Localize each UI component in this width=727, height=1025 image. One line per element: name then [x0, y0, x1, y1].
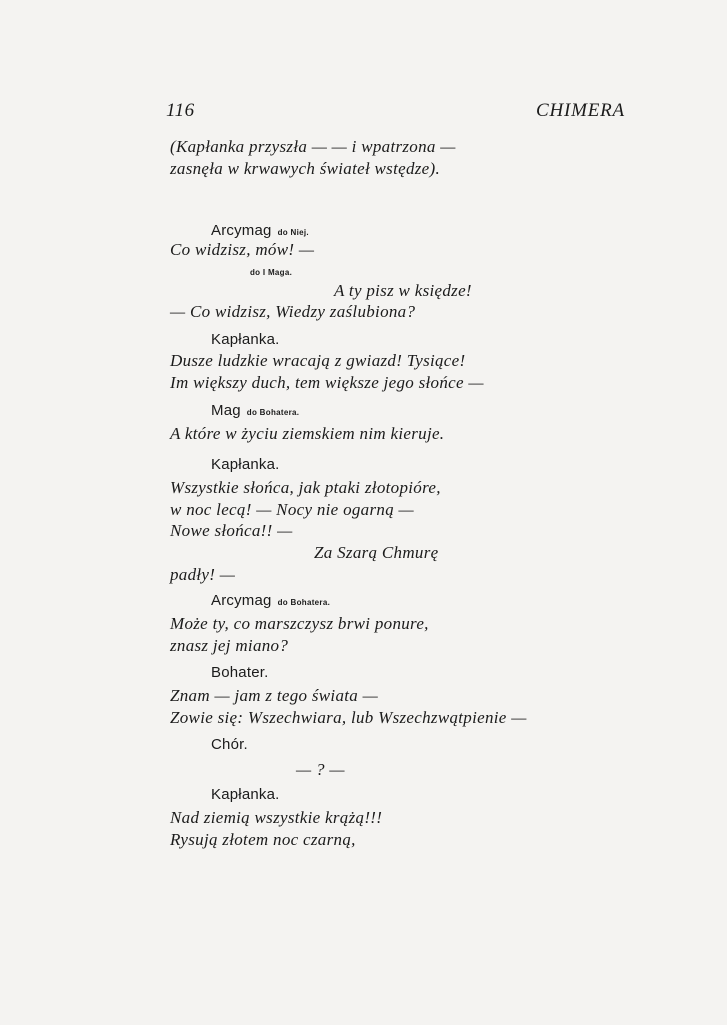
speaker-direction: do Bohatera. — [246, 408, 300, 417]
verse-line: Nad ziemią wszystkie krążą!!! — [170, 808, 383, 827]
verse-line: znasz jej miano? — [170, 636, 289, 655]
speaker-chor: Chór. — [211, 736, 248, 753]
stage-direction-line-1: (Kapłanka przyszła — — i wpatrzona — — [170, 137, 456, 156]
stage-direction-line-2: zasnęła w krwawych świateł wstędze). — [170, 159, 441, 178]
speaker-direction: do Bohatera. — [277, 598, 331, 607]
speaker-name: Mag — [211, 402, 241, 419]
speaker-arcymag-1 — [211, 222, 309, 239]
verse-line: Wszystkie słońca, jak ptaki złotopióre, — [170, 478, 441, 497]
verse-line: A które w życiu ziemskiem nim kieruje. — [170, 424, 445, 443]
verse-line: Rysują złotem noc czarną, — [170, 830, 356, 849]
running-title: CHIMERA — [536, 100, 625, 121]
verse-line: Dusze ludzkie wracają z gwiazd! Tysiące! — [170, 351, 466, 370]
verse-line: Zowie się: Wszechwiara, lub Wszechzwątpienie — — [170, 708, 527, 727]
speaker-arcymag-2 — [211, 592, 330, 609]
speaker-kaplanka-2: Kapłanka. — [211, 456, 280, 473]
verse-line: Znam — jam z tego świata — — [170, 686, 379, 705]
speaker-direction: do Niej. — [277, 228, 309, 237]
verse-line: Może ty, co marszczysz brwi ponure, — [170, 614, 429, 633]
verse-line: — Co widzisz, Wiedzy zaślubiona? — [170, 302, 416, 321]
verse-line: Im większy duch, tem większe jego słońce — — [170, 373, 484, 392]
verse-line: w noc lecą! — Nocy nie ogarną — — [170, 500, 414, 519]
speaker-bohater: Bohater. — [211, 664, 269, 681]
verse-line: Nowe słońca!! — — [170, 521, 293, 540]
speaker-kaplanka-1: Kapłanka. — [211, 331, 280, 348]
speaker-name: Arcymag — [211, 222, 272, 239]
verse-line: Co widzisz, mów! — — [170, 240, 315, 259]
speaker-mag — [211, 402, 299, 419]
speaker-name: Arcymag — [211, 592, 272, 609]
verse-line: padły! — — [170, 565, 236, 584]
verse-line: Za Szarą Chmurę — [314, 543, 439, 562]
verse-line: — ? — — [296, 760, 345, 779]
speaker-kaplanka-3: Kapłanka. — [211, 786, 280, 803]
page-number: 116 — [166, 100, 195, 121]
stage-direction-to-mag: do I Maga. — [250, 268, 293, 277]
verse-line: A ty pisz w księdze! — [334, 281, 472, 300]
